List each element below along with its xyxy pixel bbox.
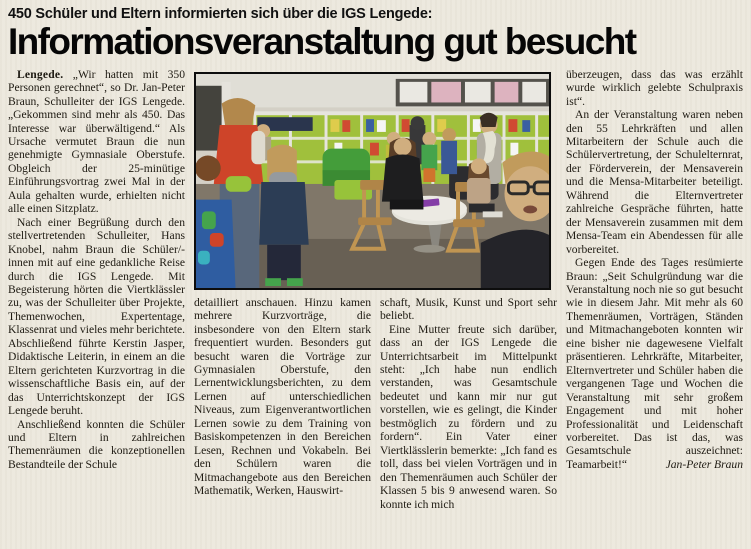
author-attribution: Jan-Peter Braun (665, 457, 743, 471)
text-column-1 (8, 68, 185, 472)
article-paragraph: Lengede. „Wir hatten mit 350 Personen gerechnet“, so Dr. Jan-Peter Braun, Schulleiter der IGS Lengede. „Gekommen sind mehr als 450. Das Interesse war überwältigend.“ Als Ursache vermutet Braun die nun genehmigte Gymnasiale Oberstufe. Obgleich der 25-minütige Einführungsvortrag zwei Mal in der Aula gehalten wurde, erhielten nicht alle einen Sitzplatz. (8, 67, 185, 216)
article-paragraph: Eine Mutter freute sich darüber, dass an der IGS Lengede die Unterrichtsarbeit im Mittelpunkt steht: „Ich habe nun endlich verstanden, was Gesamtschule bedeutet und kann mir nur gut vorstellen, wie es gelingt, die Kinder bestmöglich zu fördern und zu fordern“. Ein Vater einer Viertklässlerin bemerkte: „Ich fand es toll, dass bei vielen Vorträgen und in den Themenräumen auch Schüler der Klassen 5 bis 9 anwesend waren. So konnte ich mich (380, 322, 557, 511)
article-headline: Informationsveranstaltung gut besucht (8, 21, 636, 62)
middle-section (194, 68, 557, 511)
text-column-4 (566, 68, 743, 472)
article-paragraph: Anschließend konnten die Schüler und Eltern in zahlreichen Themenräumen die konzeptionellen Bestandteile der Schule (8, 417, 185, 471)
library-scene-illustration (196, 74, 549, 288)
text-column-2 (194, 296, 371, 511)
article-paragraph: detailliert anschauen. Hinzu kamen mehrere Kurzvorträge, die insbesondere von den Eltern stark frequentiert wurden. Besonders gut besucht waren die Vorträge zur Gymnasialen Oberstufe, den Lernentwicklungsberichten, zu dem Lernen auf unterschiedlichen Niveaus, zum Eigenverantwortlichen Lernen sowie zu dem Training von Basiskompetenzen in den Bereichen Lesen, Rechnen und Vokabeln. Bei den Schülern waren die Mitmachangebote aus den Bereichen Mathematik, Werken, Hauswirt- (194, 295, 371, 498)
article-kicker: 450 Schüler und Eltern informierten sich über die IGS Lengede: (8, 6, 433, 22)
article-paragraph: schaft, Musik, Kunst und Sport sehr beliebt. (380, 295, 557, 323)
article-body (8, 68, 744, 511)
article-paragraph: Gegen Ende des Tages resümierte Braun: „Seit Schulgründung war die Veranstaltung noch nie so gut besucht wie in diesem Jahr. Mit mehr als 60 Themenräumen, Vorträgen, Ständen und Mitmachangeboten konnten wir eine bisher nie dagewesene Vielfalt präsentieren. Lehrkräfte, Mitarbeiter, Elternvertreter und Schüler haben die vergangenen Tage und Wochen die Veranstaltung mit sehr großem Engagement und mit hoher Professionalität und Leidenschaft vorbereitet. Das ist das, was Gesamtschule auszeichnet: Teamarbeit!“ Jan-Peter Braun (566, 256, 743, 471)
article-paragraph: überzeugen, dass das was erzählt wurde wirklich gelebte Schulpraxis ist“. (566, 67, 743, 108)
article-paragraph: An der Veranstaltung waren neben den 55 Lehrkräften und allen Mitarbeitern der Schule auch die Schülervertretung, der Schulelternrat, der Förderverein, der Mensaverein und die Mensa-Mitarbeiter beteiligt. Während die Elternvertreter zahlreiche Gespräche führten, hatte der Mensaverein zusammen mit dem Mensa-Team ein Abendessen für alle vorbereitet. (566, 108, 743, 256)
article-photo (194, 72, 551, 290)
text-column-3 (380, 296, 557, 511)
article-paragraph: Nach einer Begrüßung durch den stellvertretenden Schulleiter, Hans Knobel, nahm Braun die Schüler/-innen mit auf eine gedankliche Reise durch die IGS Lengede. Mit Begeisterung hörten die Viertklässler zu, was der Schulleiter über Projekte, Themenwochen, Expertentage, Klassenrat und vieles mehr berichtete. Abschließend führte Kerstin Jasper, Didaktische Leiterin, in einem an die Eltern gerichteten Kurzvortrag in die wissenschaftliche Basis ein, auf der das Unterrichtskonzept der IGS Lengede beruht. (8, 215, 185, 418)
